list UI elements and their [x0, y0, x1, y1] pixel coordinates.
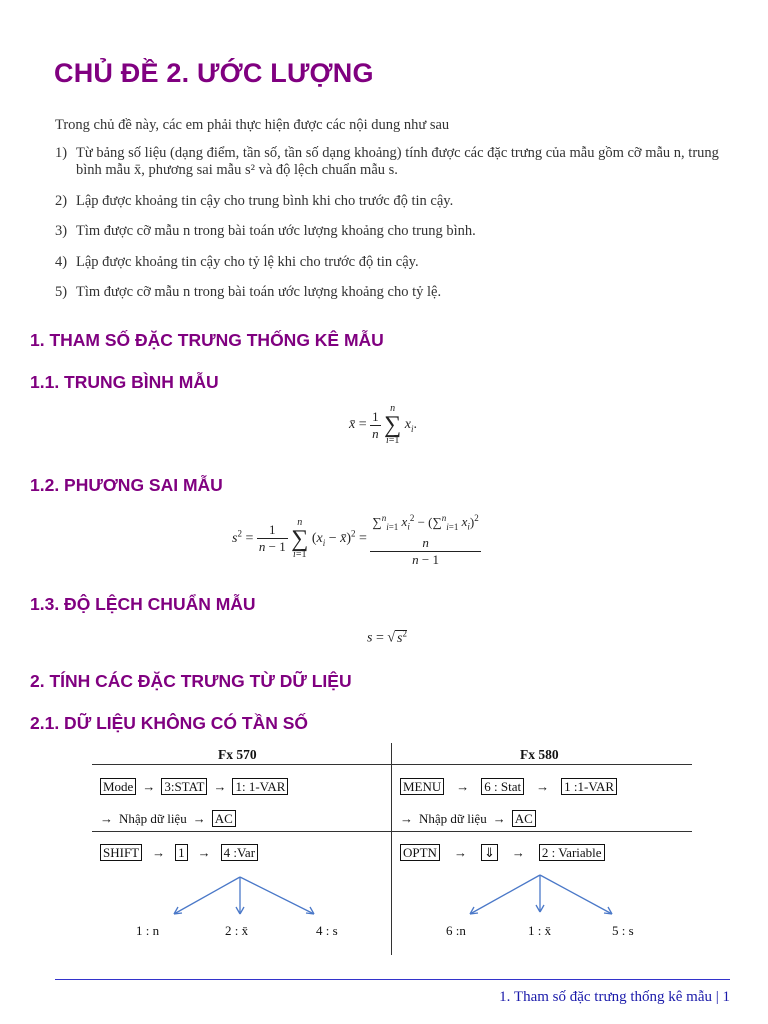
shift-key: SHIFT	[100, 844, 142, 861]
page-title: CHỦ ĐỀ 2. ƯỚC LƯỢNG	[54, 58, 374, 88]
arrow-right-icon: →	[456, 779, 470, 794]
menu-key: MENU	[400, 778, 444, 795]
objective-number: 4)	[55, 253, 68, 270]
footer-rule	[55, 979, 730, 980]
fx570-output-mean: 2 : x̄	[225, 923, 249, 938]
intro-text: Trong chủ đề này, các em phải thực hiện được các nội dung như sau	[55, 117, 450, 133]
fx570-header: Fx 570	[218, 747, 257, 762]
fx570-output-n: 1 : n	[136, 923, 160, 938]
section-heading-2: 2. TÍNH CÁC ĐẶC TRƯNG TỪ DỮ LIỆU	[30, 671, 352, 691]
one-var-key: 1: 1-VAR	[232, 778, 288, 795]
objective-item	[55, 145, 745, 179]
one-var-key: 1 :1-VAR	[561, 778, 617, 795]
section-heading-1-1: 1.1. TRUNG BÌNH MẪU	[30, 372, 219, 392]
objective-number: 3)	[55, 223, 68, 239]
arrow-right-icon: →	[100, 811, 113, 826]
objective-item	[55, 284, 745, 301]
arrow-right-icon: →	[142, 779, 156, 794]
std-dev-formula: s = √ $s^2$	[367, 628, 407, 646]
mode-key: Mode	[100, 778, 136, 795]
fx580-output-mean: 1 : x̄	[528, 923, 552, 938]
arrow-right-icon: →	[453, 845, 467, 860]
stat-key: 3:STAT	[161, 778, 207, 795]
fx570-output-s: 4 : s	[316, 923, 338, 938]
enter-data-text: Nhập dữ liệu	[419, 811, 487, 826]
down-arrow-key: ⇓	[481, 844, 498, 861]
objective-number: 1)	[55, 145, 68, 161]
arrow-right-icon: →	[213, 779, 227, 794]
optn-key: OPTN	[400, 844, 440, 861]
objective-text: Tìm được cỡ mẫu n trong bài toán ước lượng khoảng cho trung bình.	[76, 223, 476, 239]
objective-item	[55, 193, 745, 210]
objectives-list	[55, 145, 745, 315]
arrow-right-icon: →	[511, 845, 525, 860]
stat-key: 6 : Stat	[481, 778, 524, 795]
objective-text: Từ bảng số liệu (dạng điểm, tần số, tần số dạng khoảng) tính được các đặc trưng của mẫu gồm cỡ mẫu n, trung bình mẫu x̄, phương sai mẫu s² và độ lệch chuẩn mẫu s.	[76, 145, 719, 178]
arrow-right-icon: →	[152, 845, 166, 860]
ac-key: AC	[512, 810, 536, 827]
section-heading-1-3: 1.3. ĐỘ LỆCH CHUẨN MẪU	[30, 594, 256, 614]
objective-number: 2)	[55, 192, 68, 209]
fx580-header: Fx 580	[520, 747, 559, 762]
arrow-right-icon: →	[197, 845, 211, 860]
one-key: 1	[175, 844, 188, 861]
enter-data-text: Nhập dữ liệu	[119, 811, 187, 826]
section-heading-1: 1. THAM SỐ ĐẶC TRƯNG THỐNG KÊ MẪU	[30, 330, 384, 350]
page-footer: 1. Tham số đặc trưng thống kê mẫu | 1	[499, 989, 730, 1005]
arrow-right-icon: →	[492, 811, 506, 826]
arrow-right-icon: →	[192, 811, 206, 826]
variable-key: 2 : Variable	[539, 844, 605, 861]
section-heading-2-1: 2.1. DỮ LIỆU KHÔNG CÓ TẦN SỐ	[30, 713, 309, 733]
objective-text: Tìm được cỡ mẫu n trong bài toán ước lượng khoảng cho tỷ lệ.	[76, 284, 442, 300]
fx580-output-n: 6 :n	[446, 923, 466, 938]
calculator-steps-table	[92, 743, 692, 955]
variance-formula: $s^2$ = $\frac{1}{n - 1}$ n ∑ i=1 ($x_i$ − x̄)$^2$ = ∑$^n_{i=1}$ $x_i^2 - (\sum^n_{i=1}$ $x_i)^2$ n n − 1	[232, 510, 481, 568]
arrow-right-icon: →	[536, 779, 550, 794]
objective-text: Lập được khoảng tin cậy cho tỷ lệ khi cho trước độ tin cậy.	[76, 253, 419, 270]
objective-item	[55, 254, 745, 271]
mean-formula: x̄ = $\frac{1}{n}$ n ∑ i=1 $x_i$.	[349, 403, 417, 446]
ac-key: AC	[212, 810, 236, 827]
fx580-output-s: 5 : s	[612, 923, 634, 938]
section-heading-1-2: 1.2. PHƯƠNG SAI MẪU	[30, 475, 223, 495]
arrow-right-icon: →	[400, 811, 413, 826]
objective-number: 5)	[55, 284, 68, 300]
var-key: 4 :Var	[221, 844, 258, 861]
objective-item	[55, 223, 745, 240]
objective-text: Lập được khoảng tin cậy cho trung bình khi cho trước độ tin cậy.	[76, 192, 454, 209]
